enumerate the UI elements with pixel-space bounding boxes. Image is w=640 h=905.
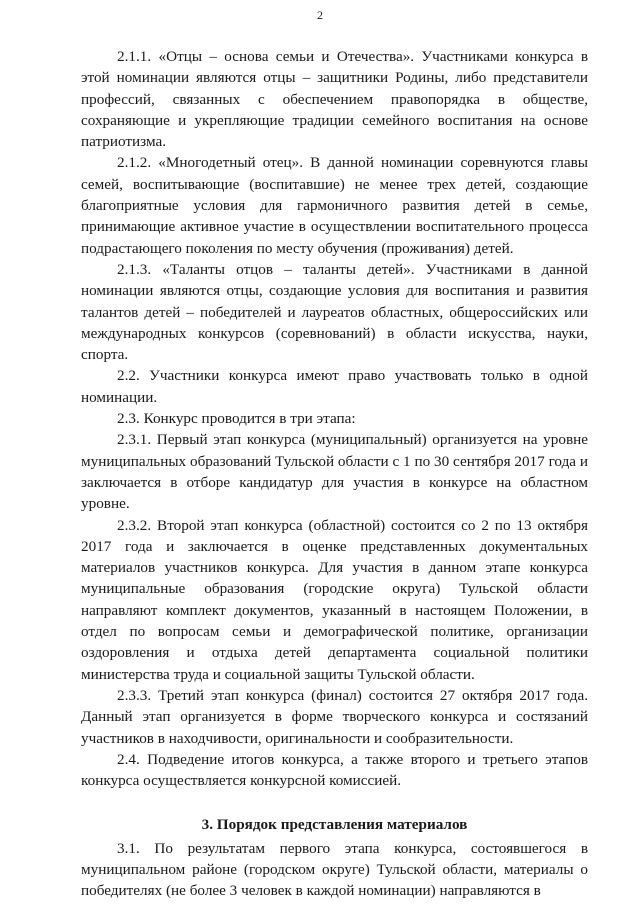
paragraph-3-1: 3.1. По результатам первого этапа конкурса, состоявшегося в муниципальном районе (городском округе) Тульской области, материалы о победителях (не более 3 человек в каждой номинации) направляются в [81,839,588,900]
paragraph-2-3: 2.3. Конкурс проводится в три этапа: [117,410,356,428]
paragraph-2-1-3: 2.1.3. «Таланты отцов – таланты детей». Участниками в данной номинации являются отцы, создающие условия для воспитания и развития талантов детей – победителей и лауреатов областных, общероссийских или международных конкурсов (соревнований) в области искусства, науки, спорта. [81,260,588,364]
document-body [81,46,588,902]
page-number: 2 [317,8,323,22]
paragraph-2-1-2: 2.1.2. «Многодетный отец». В данной номинации соревнуются главы семей, воспитывающие (воспитавшие) не менее трех детей, создающие благоприятные условия для гармоничного развития детей в семье, принимающие активное участие в осуществлении воспитательного процесса подрастающего поколения по месту обучения (проживания) детей. [81,154,588,257]
paragraph-2-1-1: 2.1.1. «Отцы – основа семьи и Отечества». Участниками конкурса в этой номинации являются отцы – защитники Родины, либо представители профессий, связанных с обеспечением правопорядка в обществе, сохраняющие и укрепляющие традиции семейного воспитания на основе патриотизма. [81,48,588,151]
paragraph-2-4: 2.4. Подведение итогов конкурса, а также второго и третьего этапов конкурса осуществляется конкурсной комиссией. [81,750,588,790]
paragraph-2-2: 2.2. Участники конкурса имеют право участвовать только в одной номинации. [81,367,588,406]
paragraph-2-3-3: 2.3.3. Третий этап конкурса (финал) состоится 27 октября 2017 года. Данный этап организуется в форме творческого конкурса и состязаний участников в находчивости, оригинальности и сообразительности. [81,686,588,747]
paragraph-2-3-1: 2.3.1. Первый этап конкурса (муниципальный) организуется на уровне муниципальных образований Тульской области с 1 по 30 сентября 2017 года и заключается в отборе кандидатур для участия в конкурсе на областном уровне. [81,431,588,513]
paragraph-2-3-2: 2.3.2. Второй этап конкурса (областной) состоится со 2 по 13 октября 2017 года и заключается в оценке представленных документальных материалов участников конкурса. Для участия в данном этапе конкурса муниципальные образования (городские округа) Тульской области направляют комплект документов, указанный в настоящем Положении, в отдел по вопросам семьи и демографической политике, организации оздоровления и отдыха детей департамента социальной политики министерства труда и социальной защиты Тульской области. [81,516,588,683]
section-heading: 3. Порядок представления материалов [201,816,468,834]
